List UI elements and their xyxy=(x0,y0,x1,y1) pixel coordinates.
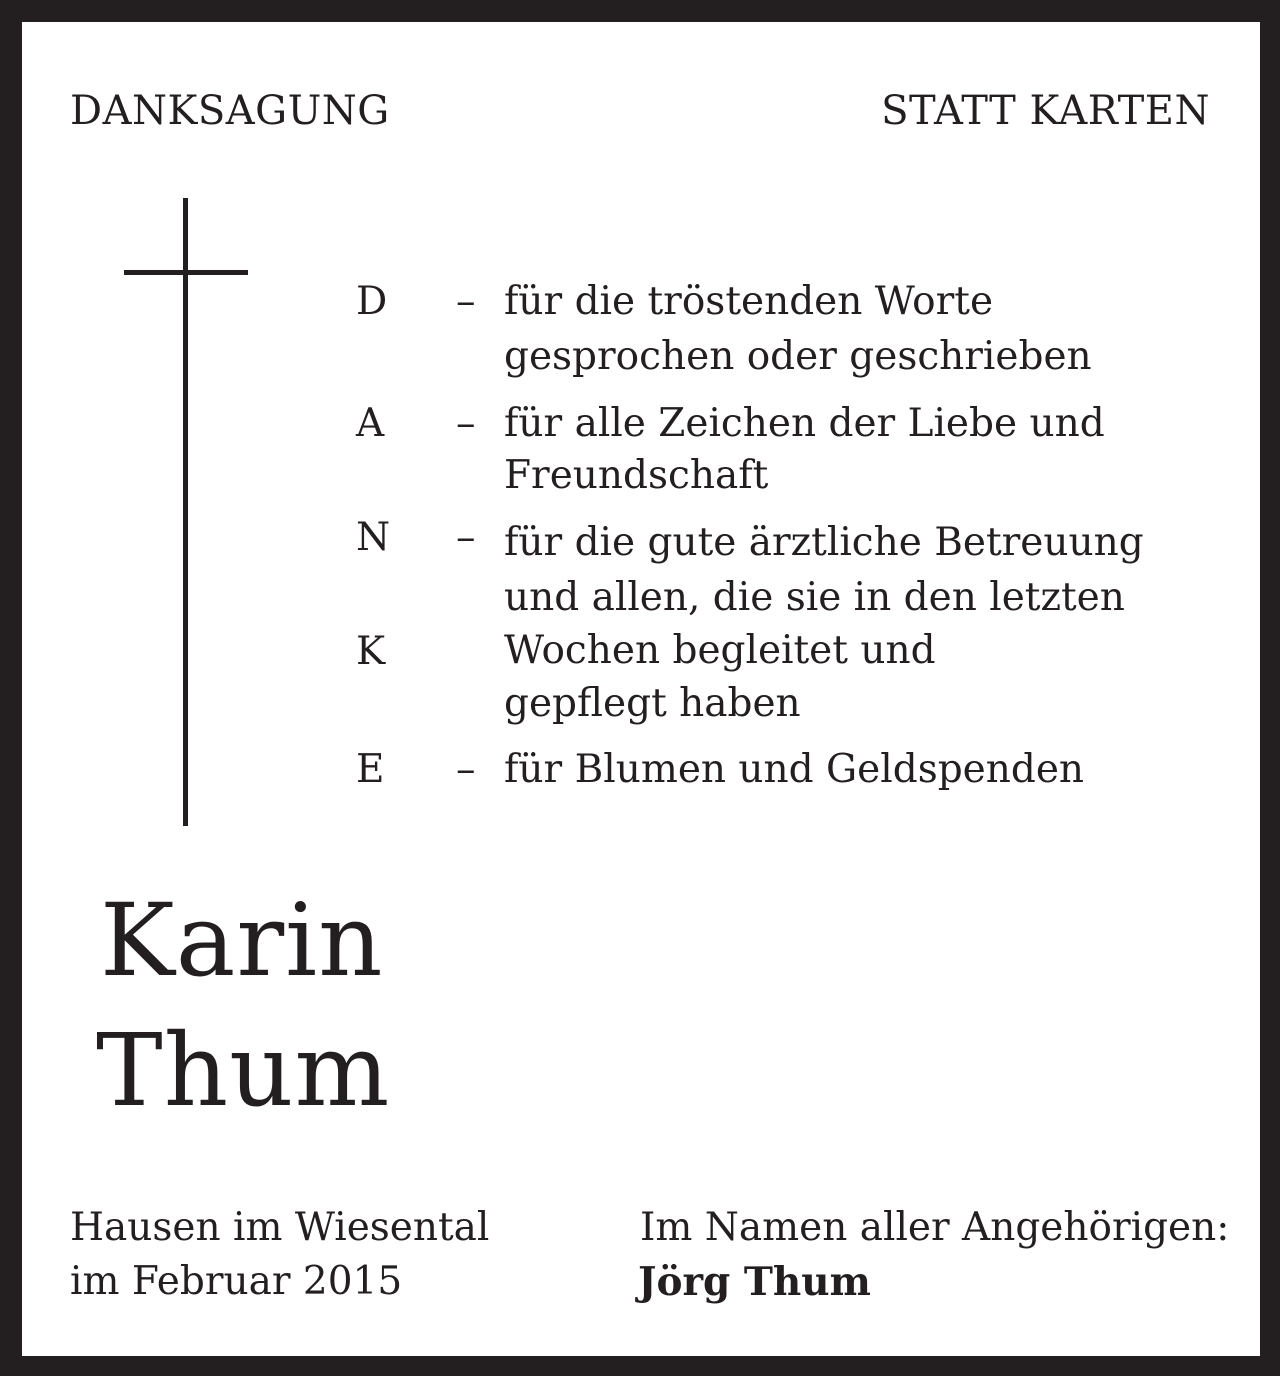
obituary-card xyxy=(22,22,1260,1356)
acrostic-dash: – xyxy=(456,279,476,324)
acrostic-dash: – xyxy=(456,401,476,446)
acrostic-line: gepflegt haben xyxy=(504,681,801,726)
acrostic-line: für alle Zeichen der Liebe und xyxy=(504,401,1105,446)
acrostic-letter-e: E xyxy=(356,747,385,792)
deceased-last-name: Thum xyxy=(96,1012,391,1129)
cross-vertical-bar xyxy=(183,198,188,826)
acrostic-letter-n: N xyxy=(356,515,391,560)
acrostic-letter-d: D xyxy=(356,279,388,324)
acrostic-letter-k: K xyxy=(356,629,386,674)
footer-signatory: Jörg Thum xyxy=(638,1259,871,1305)
cross-horizontal-bar xyxy=(124,270,248,275)
title-statt-karten: STATT KARTEN xyxy=(881,88,1210,134)
acrostic-line: für die tröstenden Worte xyxy=(504,279,994,324)
acrostic-line: und allen, die sie in den letzten xyxy=(504,575,1125,620)
deceased-first-name: Karin xyxy=(100,882,384,999)
footer-place: Hausen im Wiesental xyxy=(70,1205,490,1250)
acrostic-line: gesprochen oder geschrieben xyxy=(504,334,1092,379)
acrostic-line: Freundschaft xyxy=(504,453,769,498)
acrostic-line: Wochen begleitet und xyxy=(504,628,936,673)
footer-signoff: Im Namen aller Angehörigen: xyxy=(640,1205,1230,1250)
acrostic-line: für Blumen und Geldspenden xyxy=(504,747,1085,792)
acrostic-dash: – xyxy=(456,747,476,792)
acrostic-dash: – xyxy=(456,515,476,560)
title-danksagung: DANKSAGUNG xyxy=(70,88,390,134)
acrostic-line: für die gute ärztliche Betreuung xyxy=(504,520,1144,565)
footer-date: im Februar 2015 xyxy=(70,1259,403,1304)
acrostic-letter-a: A xyxy=(356,401,385,446)
